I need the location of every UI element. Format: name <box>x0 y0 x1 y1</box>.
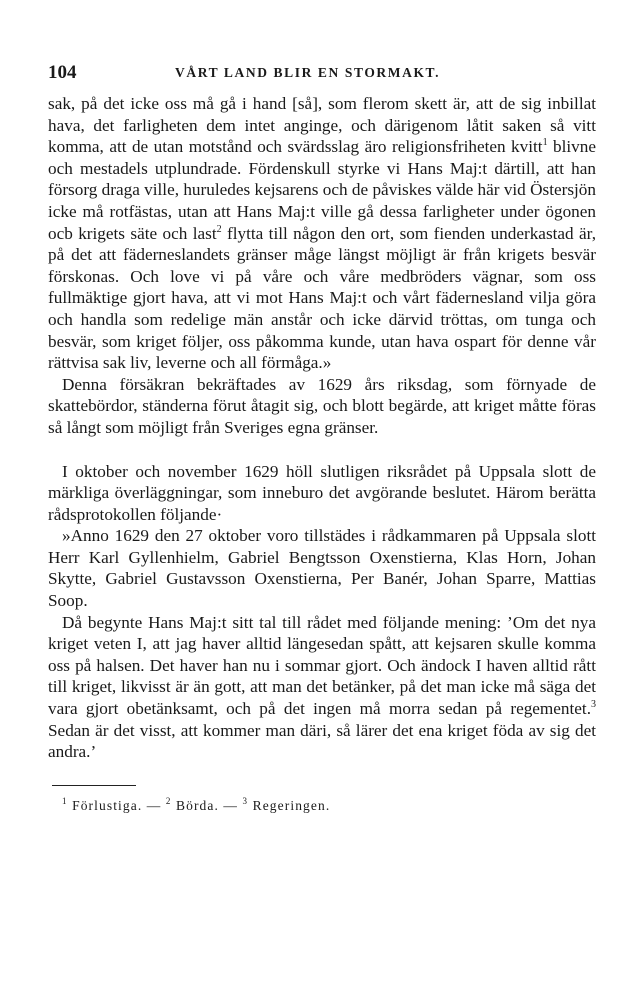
paragraph <box>48 461 596 526</box>
footnote-number: 3 <box>242 795 249 806</box>
paragraph <box>48 374 596 439</box>
footnote-number: 2 <box>165 795 172 806</box>
running-title: VÅRT LAND BLIR EN STORMAKT. <box>175 65 441 80</box>
text-run: Denna försäkran bekräftades av 1629 års riksdag, som förnyade de skattebördor, ständerna förut åtagit sig, och blott begärde, att kriget måtte föras så långt som möjligt från Sveriges egna gränser. <box>48 374 596 437</box>
footnote-marker: 2 <box>216 223 222 235</box>
footnote-text: Regeringen. <box>252 797 331 813</box>
text-run: »Anno 1629 den 27 oktober voro tillstädes i rådkammaren på Uppsala slott Herr Karl Gyllenhielm, Gabriel Bengtsson Oxenstierna, Klas Horn, Johan Skytte, Gabriel Gustavsson Oxenstierna, Per Banér, Johan Sparre, Mattias Soop. <box>48 526 596 611</box>
page-header <box>48 44 596 83</box>
footnote-separator: — <box>218 797 243 813</box>
footnote-rule <box>52 785 136 786</box>
footnote-text: Börda. <box>175 797 219 813</box>
footnotes <box>48 795 596 814</box>
book-page <box>48 44 596 814</box>
paragraph <box>48 93 596 374</box>
paragraph <box>48 612 596 763</box>
footnote-separator: — <box>142 797 166 813</box>
text-run: Sedan är det visst, att kommer man däri, så lärer det ena kriget föda av sig det andra.’ <box>48 720 596 762</box>
text-run: Då begynte Hans Maj:t sitt tal till rådet med följande mening: ’Om det nya kriget veten I, att jag haver alltid längesedan spått, att kejsaren skulle komma oss på halsen. Det haver han nu i sommar gjort. Och ändock I haven alltid rått till kriget, likvisst är än gott, att man det betänker, på det man icke må säga det vara gjort obetänksamt, och på det ingen må morra sedan på regementet. <box>48 612 596 719</box>
text-run: blivne och mestadels utplundrade. Fördenskull styrke vi Hans Maj:t därtill, att han försorg draga ville, huruledes kejsarens och de påviskes välde här vid Östersjön icke må rotfästas, utan att Hans Maj:t ville gå dessa farligheter under ögonen ocb krigets säte och last <box>48 137 596 243</box>
text-run: sak, på det icke oss må gå i hand [så], som flerom skett är, att de sig inbillat hava, det farligheten dem intet anginge, och därigenom låtit saken så vitt komma, att de utan motstånd och svärdsslag äro religionsfriheten kvitt <box>48 94 596 157</box>
body-text <box>48 93 596 763</box>
text-run: flytta till någon den ort, som fienden underkastad är, på det att fäderneslandets gränser måge längst möjligt är från krigets besvär förskonas. Och love vi på våre och våre medbröders vägnar, som oss fullmäktige gjort hava, att vi mot Hans Maj:t och vårt fädernesland vilja göra och handla som redelige män anstår och icke därvid tröttas, om tunga och besvär, som kriget följer, oss påkomma kunde, utan hava ospart för denne vår rättvisa sak liv, leverne och all förmåga.» <box>48 223 596 373</box>
paragraph <box>48 525 596 611</box>
footnote-marker: 1 <box>542 137 548 149</box>
footnote-number: 1 <box>62 795 68 806</box>
page-number: 104 <box>48 62 77 83</box>
footnote-text: Förlustiga. <box>72 797 143 813</box>
footnote-marker: 3 <box>591 699 596 711</box>
text-run: I oktober och november 1629 höll slutligen riksrådet på Uppsala slott de märkliga överläggningar, som inneburo det avgörande beslutet. Härom berätta rådsprotokollen följande· <box>48 461 596 524</box>
